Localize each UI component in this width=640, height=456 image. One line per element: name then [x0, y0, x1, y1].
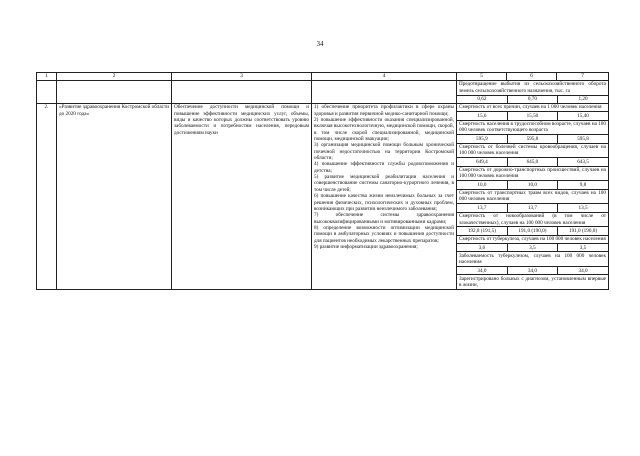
indicator-text: Смертность от новообразований (в том числе от злокачественных), случаев на 100 000 человек населения — [459, 213, 606, 226]
indicator-row — [457, 252, 608, 267]
top-indicator-block — [457, 81, 608, 103]
task-item: 9) развитие информатизации здравоохранения; — [314, 243, 418, 250]
indicator-row — [457, 143, 608, 158]
indicator-value: 595,8 — [507, 135, 557, 143]
task-item: 7) обеспечение системы здравоохранения высококвалифицированными и мотивированными кадрами; — [314, 212, 454, 225]
indicator-text: Заболеваемость туберкулезом, случаев на 100 000 человек населения — [459, 252, 606, 266]
column-number: 2 — [57, 73, 172, 81]
task-item: 5) развитие медицинской реабилитации населения и совершенствование системы санаторно-курортного лечения, в том числе детей; — [314, 174, 454, 193]
column-number: 6 — [507, 73, 557, 81]
indicator-text: Смертность от болезней системы кровообращения, случаев на 100 000 человек населения — [459, 144, 606, 157]
indicator-value: 191,0 (190,0) — [507, 227, 557, 235]
indicator-values-row — [457, 112, 608, 120]
indicator-text: Зарегистрировано больных с диагнозом, установленным впервые в жизни, — [459, 275, 606, 289]
indicator-values-row — [457, 158, 608, 166]
indicator-value: 34,0 — [507, 267, 557, 275]
indicator-value: 0,70 — [507, 95, 557, 103]
indicator-value: 10,0 — [457, 181, 507, 189]
program-goal: Обеспечение доступности медицинской помощи и повышение эффективности медицинских услуг, объемы, виды и качество которых должны соответствовать уровню заболеваемости и потребностям населения, передовым достижениям науки — [172, 103, 312, 289]
indicator-value: 34,0 — [457, 267, 507, 275]
indicator-value: 15,6 — [457, 112, 507, 120]
empty-cell — [37, 80, 57, 103]
indicator-text: Смертность населения в трудоспособном возрасте, случаев на 100 000 человек соответствующего возраста — [459, 121, 606, 134]
indicators-cell — [457, 103, 609, 289]
indicator-row — [457, 120, 608, 135]
program-tasks — [312, 103, 457, 289]
indicator-values-row — [457, 204, 608, 212]
indicator-value: 3,5 — [507, 244, 557, 252]
top-indicator-cell — [457, 80, 609, 103]
task-item: 3) организация медицинской помощи больным хронической почечной недостаточностью на территории Костромской области; — [314, 142, 454, 162]
indicator-value: 15,50 — [507, 112, 557, 120]
indicator-value: 13,5 — [558, 204, 608, 212]
program-row — [37, 103, 609, 289]
indicator-row — [457, 275, 608, 289]
indicator-value: 191,0 (190,0) — [558, 227, 608, 235]
indicator-value: 3,6 — [457, 244, 507, 252]
indicator-text: Предотвращение выбытия из сельскохозяйственного оборота земель сельскохозяйственного назначения, тыс. га — [459, 81, 606, 94]
column-number: 4 — [312, 73, 457, 81]
program-name: «Развитие здравоохранения Костромской области до 2020 года» — [57, 103, 172, 289]
indicator-values-row — [457, 244, 608, 252]
indicator-value: 643,5 — [558, 158, 608, 166]
column-number: 3 — [172, 73, 312, 81]
indicator-value: 10,0 — [507, 181, 557, 189]
column-number: 1 — [37, 73, 57, 81]
indicator-value: 34,0 — [558, 267, 608, 275]
task-item: 1) обеспечение приоритета профилактики в сфере охраны здоровья и развития первичной медико-санитарной помощи; — [314, 104, 454, 117]
indicator-values-row — [457, 227, 608, 235]
column-number: 5 — [457, 73, 507, 81]
indicator-values-row — [457, 267, 608, 275]
indicator-text: Смертность от транспортных травм всех видов, случаев на 100 000 человек населения — [459, 190, 606, 203]
indicator-text: Смертность от дорожно-транспортных происшествий, случаев на 100 000 человек населения — [459, 167, 606, 180]
program-table — [36, 72, 609, 290]
indicator-value: 645,0 — [507, 158, 557, 166]
indicator-value: 1,20 — [578, 96, 588, 102]
indicator-value: 0,62 — [457, 95, 507, 103]
indicator-values-row — [457, 135, 608, 143]
task-item: 2) повышение эффективности оказания специализированной, включая высокотехнологичную, медицинской помощи, скорой, в том числе скорой специализированной, медицинской помощи, медицинской эвакуации; — [314, 117, 454, 143]
indicator-value: 3,5 — [558, 244, 608, 252]
indicator-value: 15,40 — [558, 112, 608, 120]
indicator-value: 13,7 — [507, 204, 557, 212]
row-number: 2. — [37, 103, 57, 289]
indicator-values-row — [457, 181, 608, 189]
top-indicator-row — [37, 80, 609, 103]
indicator-text: Смертность от всех причин, случаев на 1 000 человек населения — [457, 104, 608, 112]
empty-cell — [57, 80, 172, 103]
column-number: 7 — [557, 73, 609, 81]
indicator-row — [457, 212, 608, 227]
indicator-value: 595,8 — [558, 135, 608, 143]
task-item: 8) определение возможности оптимизации медицинской помощи в амбулаторных условиях и повышения доступности для пациентов необходимых лекарственных препаратов; — [314, 224, 454, 244]
indicator-value: 13,7 — [457, 204, 507, 212]
indicator-row — [457, 166, 608, 181]
empty-cell — [172, 80, 312, 103]
task-item: 4) повышение эффективности службы родовспоможения и детства; — [314, 161, 454, 174]
empty-cell — [312, 80, 457, 103]
indicator-value: 9,8 — [558, 181, 608, 189]
indicator-row — [457, 104, 608, 112]
indicators-table — [457, 104, 608, 289]
indicator-value: 649,4 — [457, 158, 507, 166]
column-number-row — [37, 73, 609, 81]
indicator-value: 595,9 — [457, 135, 507, 143]
indicator-row — [457, 189, 608, 204]
page-number: 34 — [316, 40, 324, 48]
task-item: 6) повышение качества жизни неизлечимых больных за счет решения физических, психологических и духовных проблем, возникающих при развитии неизлечимого заболевания; — [314, 193, 454, 212]
indicator-row — [457, 235, 608, 243]
indicator-value: 192,8 (191,5) — [457, 227, 507, 235]
indicator-text: Смертность от туберкулеза, случаев на 100 000 человек населения — [457, 235, 608, 243]
